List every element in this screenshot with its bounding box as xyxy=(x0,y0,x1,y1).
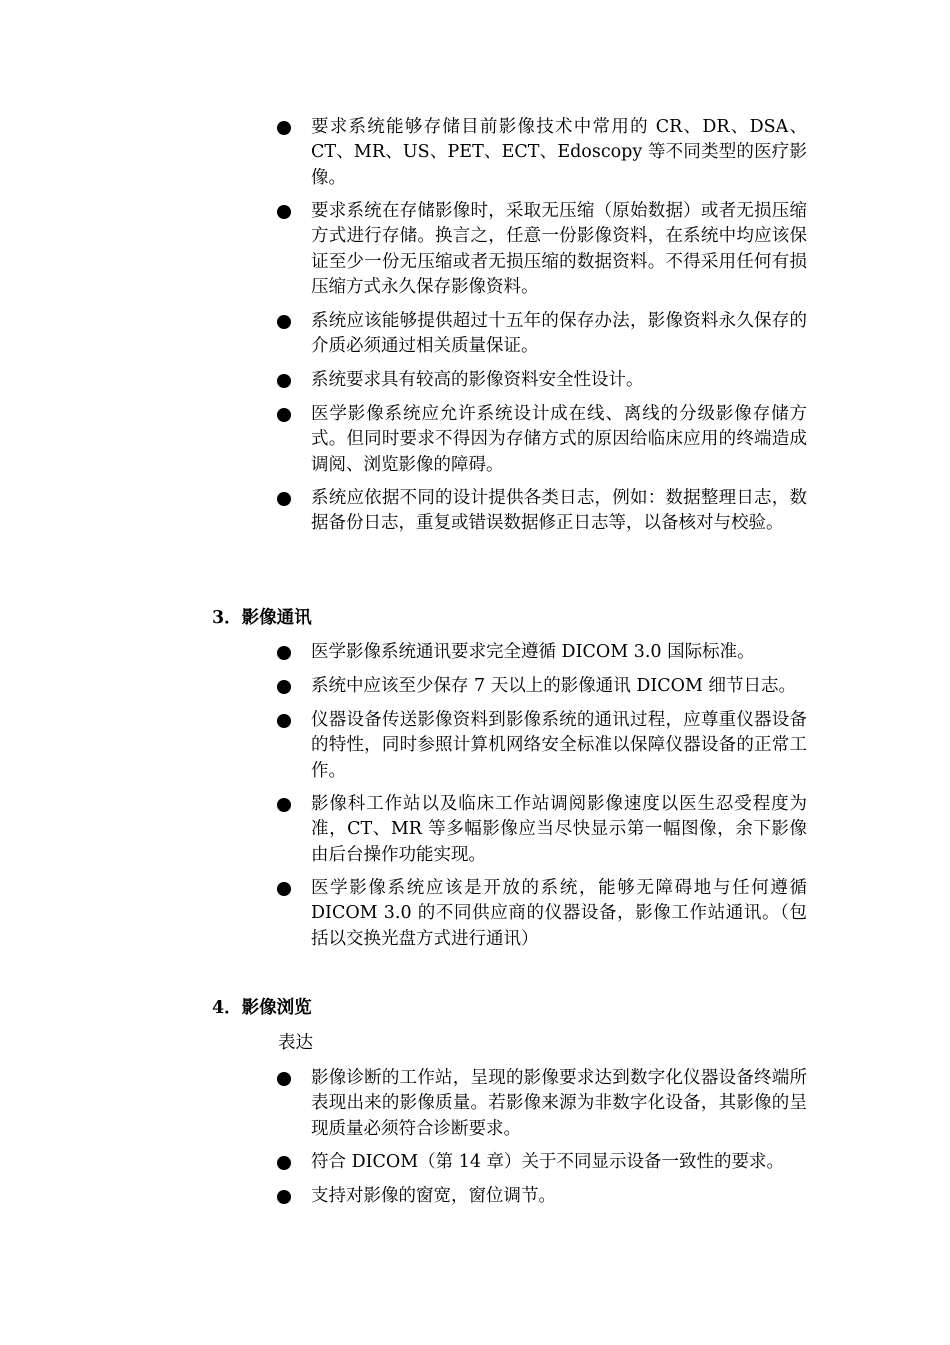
list-item: 要求系统在存储影像时，采取无压缩（原始数据）或者无损压缩方式进行存储。换言之，任意一份影像资料，在系统中均应该保证至少一份无压缩或者无损压缩的数据资料。不得采用任何有损压缩方式永久保存影像资料。 xyxy=(311,201,807,297)
bullet-icon xyxy=(277,882,291,896)
bullet-icon xyxy=(277,121,291,135)
bullet-icon xyxy=(277,646,291,660)
bullet-icon xyxy=(277,492,291,506)
bullet-icon xyxy=(277,680,291,694)
list-item: 医学影像系统通讯要求完全遵循 DICOM 3.0 国际标准。 xyxy=(311,642,755,662)
bullet-icon xyxy=(277,1190,291,1204)
section-heading-image-browsing: 4．影像浏览 xyxy=(212,998,312,1018)
list-item: 要求系统能够存储目前影像技术中常用的 CR、DR、DSA、CT、MR、US、PET、ECT、Edoscopy 等不同类型的医疗影像。 xyxy=(311,117,807,188)
list-item: 医学影像系统应允许系统设计成在线、离线的分级影像存储方式。但同时要求不得因为存储方式的原因给临床应用的终端造成调阅、浏览影像的障碍。 xyxy=(311,404,807,475)
list-item: 影像科工作站以及临床工作站调阅影像速度以医生忍受程度为准，CT、MR 等多幅影像应当尽快显示第一幅图像，余下影像由后台操作功能实现。 xyxy=(311,794,807,865)
list-item: 系统应依据不同的设计提供各类日志，例如：数据整理日志，数据备份日志，重复或错误数据修正日志等，以备核对与校验。 xyxy=(311,488,807,534)
bullet-icon xyxy=(277,798,291,812)
bullet-icon xyxy=(277,1072,291,1086)
subsection-label: 表达 xyxy=(278,1033,313,1053)
list-item: 支持对影像的窗宽，窗位调节。 xyxy=(311,1186,556,1206)
list-item: 影像诊断的工作站，呈现的影像要求达到数字化仪器设备终端所表现出来的影像质量。若影像来源为非数字化设备，其影像的呈现质量必须符合诊断要求。 xyxy=(311,1068,807,1139)
bullet-icon xyxy=(277,714,291,728)
bullet-icon xyxy=(277,205,291,219)
bullet-icon xyxy=(277,374,291,388)
list-item: 系统要求具有较高的影像资料安全性设计。 xyxy=(311,370,644,390)
section-heading-image-communication: 3．影像通讯 xyxy=(212,608,312,628)
list-item: 系统中应该至少保存 7 天以上的影像通讯 DICOM 细节日志。 xyxy=(311,676,796,696)
bullet-icon xyxy=(277,315,291,329)
bullet-icon xyxy=(277,408,291,422)
list-item: 系统应该能够提供超过十五年的保存办法，影像资料永久保存的介质必须通过相关质量保证。 xyxy=(311,311,807,357)
list-item: 仪器设备传送影像资料到影像系统的通讯过程，应尊重仪器设备的特性，同时参照计算机网络安全标准以保障仪器设备的正常工作。 xyxy=(311,710,807,781)
list-item: 符合 DICOM（第 14 章）关于不同显示设备一致性的要求。 xyxy=(311,1152,785,1172)
bullet-icon xyxy=(277,1156,291,1170)
list-item: 医学影像系统应该是开放的系统，能够无障碍地与任何遵循 DICOM 3.0 的不同供应商的仪器设备，影像工作站通讯。（包括以交换光盘方式进行通讯） xyxy=(311,878,807,949)
